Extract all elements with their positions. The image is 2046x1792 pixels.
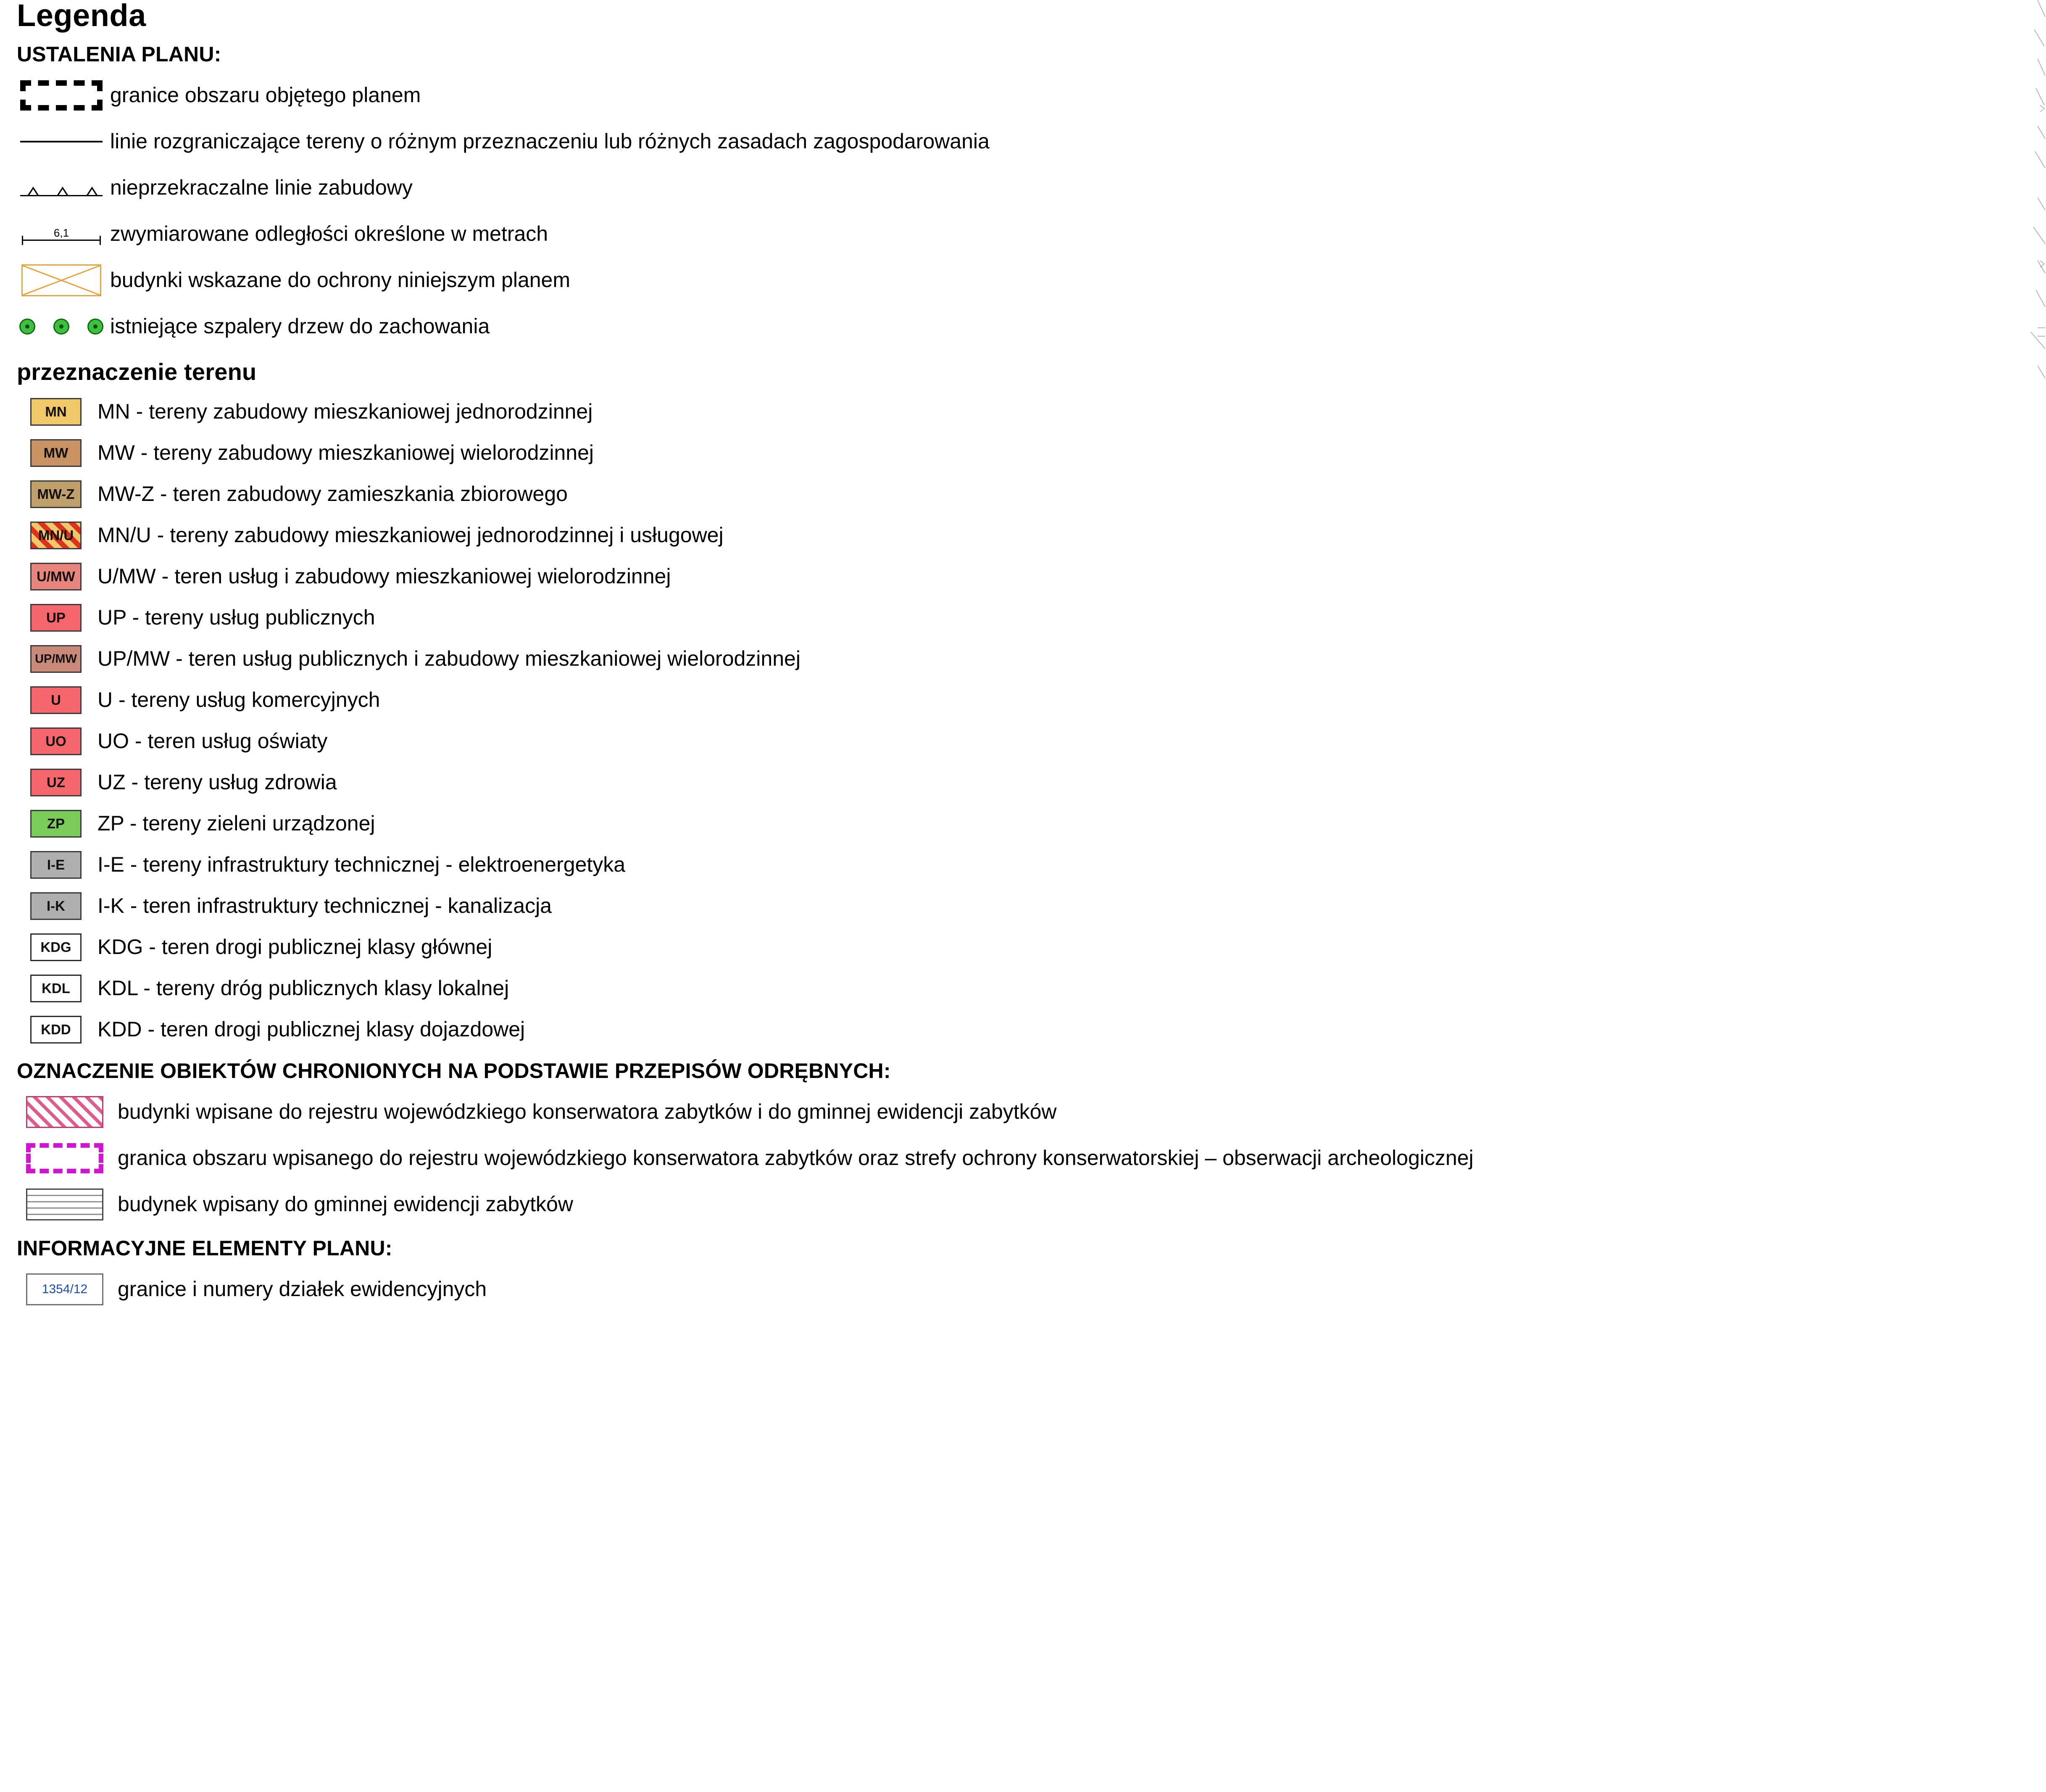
zone-swatch-up-mw xyxy=(30,645,82,673)
legend-item-label: MN - tereny zabudowy mieszkaniowej jednorodzinnej xyxy=(97,400,593,424)
zone-swatch-i-e xyxy=(30,851,82,879)
zone-code: UP xyxy=(46,610,66,625)
legend-item-label: I-E - tereny infrastruktury technicznej - elektroenergetyka xyxy=(97,853,626,877)
zone-swatch-u xyxy=(30,686,82,714)
legend-item-label: ZP - tereny zieleni urządzonej xyxy=(97,812,375,835)
zone-swatch-kdg xyxy=(30,933,82,961)
legend-item-mw xyxy=(0,432,2046,474)
zone-code: MN/U xyxy=(38,527,74,543)
legend-item-budynki-rejestr xyxy=(0,1089,2046,1135)
legend-item-budynek-ewidencja xyxy=(0,1181,2046,1228)
legend-item-uo xyxy=(0,721,2046,762)
gray-lines-rect-icon xyxy=(26,1189,103,1220)
legend-item-granica-strefy xyxy=(0,1135,2046,1181)
legend-item-up-mw xyxy=(0,638,2046,680)
zone-code: KDD xyxy=(41,1022,71,1037)
zone-swatch-mn-u xyxy=(30,522,82,549)
zone-code: U xyxy=(51,692,61,708)
legend-item-label: KDD - teren drogi publicznej klasy dojazdowej xyxy=(97,1017,525,1041)
zone-code: KDL xyxy=(42,980,70,996)
legend-item-kdl xyxy=(0,968,2046,1009)
legend-item-label: UP/MW - teren usług publicznych i zabudowy mieszkaniowej wielorodzinnej xyxy=(97,647,800,671)
dimension-value: 6,1 xyxy=(53,227,69,239)
dimension-line-icon xyxy=(17,216,106,252)
zone-swatch-uz xyxy=(30,769,82,796)
zone-swatch-kdd xyxy=(30,1016,82,1044)
zone-code: ZP xyxy=(47,816,65,831)
legend-item-kdg xyxy=(0,927,2046,968)
section-heading-informacyjne: INFORMACYJNE ELEMENTY PLANU: xyxy=(17,1236,392,1260)
legend-item-label: istniejące szpalery drzew do zachowania xyxy=(110,314,490,338)
section-heading-ustalenia: USTALENIA PLANU: xyxy=(17,42,221,66)
zone-code: UZ xyxy=(47,775,65,790)
zone-swatch-u-mw xyxy=(30,563,82,590)
solid-line-icon xyxy=(17,124,106,160)
zone-code: MW-Z xyxy=(37,486,75,502)
legend-item-kdd xyxy=(0,1009,2046,1050)
legend-item-mn xyxy=(0,391,2046,432)
zone-swatch-up xyxy=(30,604,82,632)
legend-group-informacyjne xyxy=(0,1266,2046,1312)
legend-item-i-k xyxy=(0,885,2046,927)
legend-item-u xyxy=(0,680,2046,721)
page-title: Legenda xyxy=(17,0,146,33)
legend-item-mn-u xyxy=(0,515,2046,556)
pink-hatch-rect-icon xyxy=(26,1096,103,1128)
zone-swatch-uo xyxy=(30,727,82,755)
zone-swatch-i-k xyxy=(30,892,82,920)
legend-group-przeznaczenie xyxy=(0,391,2046,1050)
legend-item-u-mw xyxy=(0,556,2046,597)
legend-item-up xyxy=(0,597,2046,638)
legend-item-label: U/MW - teren usług i zabudowy mieszkaniowej wielorodzinnej xyxy=(97,564,671,588)
zone-swatch-mn xyxy=(30,398,82,426)
triangle-line-icon xyxy=(17,170,106,206)
section-heading-przeznaczenie: przeznaczenie terenu xyxy=(17,358,257,385)
legend-item-label: UP - tereny usług publicznych xyxy=(97,606,375,630)
section-heading-obiekty-chronione: OZNACZENIE OBIEKTÓW CHRONIONYCH NA PODSTAWIE PRZEPISÓW ODRĘBNYCH: xyxy=(17,1059,891,1083)
legend-item-label: budynek wpisany do gminnej ewidencji zabytków xyxy=(118,1192,573,1216)
legend-item-szpalery-drzew xyxy=(0,303,2046,350)
tree-row-icon xyxy=(17,308,106,345)
legend-item-wymiary xyxy=(0,211,2046,257)
zone-code: MW xyxy=(43,445,68,461)
zone-code: I-E xyxy=(47,857,65,872)
legend-item-label: MW-Z - teren zabudowy zamieszkania zbiorowego xyxy=(97,482,568,506)
legend-item-label: I-K - teren infrastruktury technicznej - kanalizacja xyxy=(97,894,552,918)
zone-swatch-mw-z xyxy=(30,480,82,508)
legend-group-obiekty-chronione xyxy=(0,1089,2046,1228)
legend-item-label: KDG - teren drogi publicznej klasy głównej xyxy=(97,935,492,959)
legend-item-label: linie rozgraniczające tereny o różnym przeznaczeniu lub różnych zasadach zagospodarowania xyxy=(110,129,990,153)
legend-item-mw-z xyxy=(0,474,2046,515)
legend-item-i-e xyxy=(0,844,2046,885)
zone-swatch-mw xyxy=(30,439,82,467)
legend-item-label: MN/U - tereny zabudowy mieszkaniowej jednorodzinnej i usługowej xyxy=(97,523,724,547)
zone-code: U/MW xyxy=(37,569,75,584)
legend-item-granice-planu xyxy=(0,72,2046,119)
zone-code: KDG xyxy=(40,939,71,955)
legend-item-zp xyxy=(0,803,2046,844)
legend-item-label: budynki wskazane do ochrony niniejszym planem xyxy=(110,268,571,292)
legend-item-label: granice obszaru objętego planem xyxy=(110,83,421,107)
legend-item-linie-rozgraniczajace xyxy=(0,119,2046,165)
zone-swatch-zp xyxy=(30,810,82,838)
legend-item-label: UO - teren usług oświaty xyxy=(97,729,328,753)
legend-item-label: budynki wpisane do rejestru wojewódzkiego konserwatora zabytków i do gminnej ewidencji zabytków xyxy=(118,1100,1057,1124)
legend-item-label: UZ - tereny usług zdrowia xyxy=(97,770,337,794)
legend-item-label: MW - tereny zabudowy mieszkaniowej wielorodzinnej xyxy=(97,441,594,465)
legend-item-label: granica obszaru wpisanego do rejestru wojewódzkiego konserwatora zabytków oraz strefy ochrony konserwatorskiej – obserwacji archeologicznej xyxy=(118,1146,1474,1170)
zone-swatch-kdl xyxy=(30,975,82,1002)
legend-item-budynki-ochrona xyxy=(0,257,2046,303)
legend-item-label: nieprzekraczalne linie zabudowy xyxy=(110,176,413,200)
zone-code: UP/MW xyxy=(35,652,77,666)
orange-crossed-rect-icon xyxy=(17,262,106,298)
legend-item-linie-zabudowy xyxy=(0,165,2046,211)
parcel-number: 1354/12 xyxy=(42,1282,88,1296)
legend-item-uz xyxy=(0,762,2046,803)
dashed-black-rect-icon xyxy=(17,77,106,113)
legend-item-label: zwymiarowane odległości określone w metrach xyxy=(110,222,548,246)
legend-item-dzialki xyxy=(0,1266,2046,1312)
zone-code: UO xyxy=(45,733,66,749)
parcel-rect-icon xyxy=(26,1273,103,1305)
magenta-dashed-rect-icon xyxy=(26,1143,103,1173)
legend-group-ustalenia xyxy=(0,72,2046,350)
legend-item-label: granice i numery działek ewidencyjnych xyxy=(118,1277,487,1301)
legend-item-label: U - tereny usług komercyjnych xyxy=(97,688,380,712)
legend-item-label: KDL - tereny dróg publicznych klasy lokalnej xyxy=(97,976,509,1000)
zone-code: I-K xyxy=(47,898,65,914)
zone-code: MN xyxy=(45,404,67,419)
